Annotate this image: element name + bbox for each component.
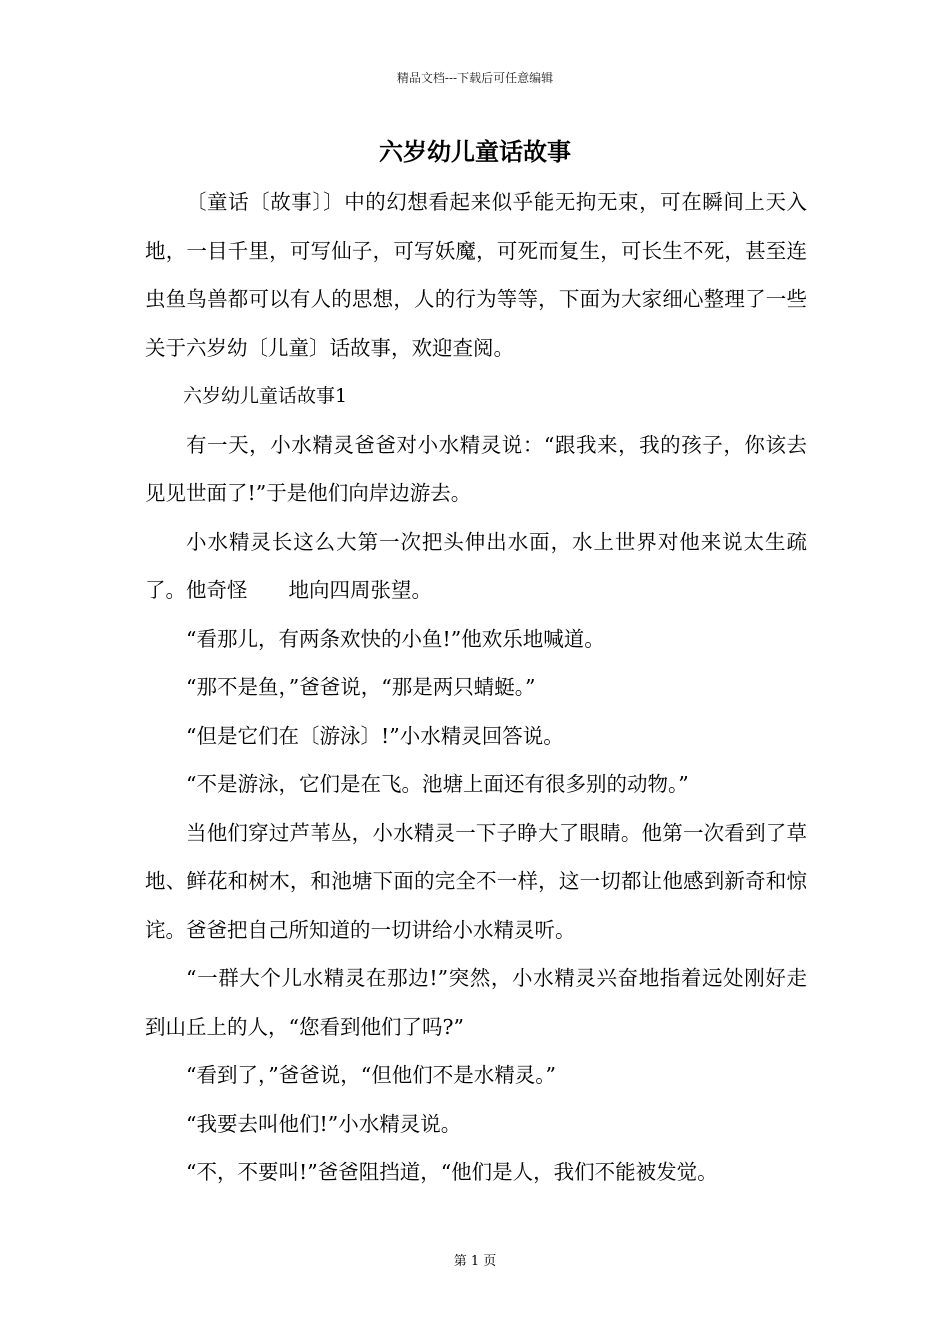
paragraph: “但是它们在〔游泳〕!”小水精灵回答说。 — [186, 723, 564, 748]
paragraph: “我要去叫他们!”小水精灵说。 — [186, 1111, 462, 1136]
section-heading: 六岁幼儿童话故事1 — [183, 385, 348, 407]
paragraph: “一群大个儿水精灵在那边!”突然，小水精灵兴奋地指着远处刚好走到山丘上的人，“您看到他们了吗?” — [145, 966, 807, 1039]
paragraph: “不，不要叫!”爸爸阻挡道，“他们是人，我们不能被发觉。 — [186, 1160, 718, 1184]
page-number: 第 1 页 — [453, 1254, 497, 1269]
paragraph: 小水精灵长这么大第一次把头伸出水面，水上世界对他来说太生疏了。他奇怪 地向四周张望。 — [145, 529, 807, 602]
paragraph: 当他们穿过芦苇丛，小水精灵一下子睁大了眼睛。他第一次看到了草地、鲜花和树木，和池塘下面的完全不一样，这一切都让他感到新奇和惊诧。爸爸把自己所知道的一切讲给小水精灵听。 — [145, 820, 807, 942]
page-header: 精品文档---下载后可任意编辑 — [396, 71, 554, 85]
paragraph: “不是游泳，它们是在飞。池塘上面还有很多别的动物。” — [186, 772, 689, 796]
paragraph: “看那儿，有两条欢快的小鱼!”他欢乐地喊道。 — [186, 626, 605, 651]
document-body — [145, 178, 807, 1197]
paragraph: “看到了，”爸爸说，“但他们不是水精灵。” — [186, 1063, 556, 1087]
paragraph-intro: 〔童话〔故事〕〕中的幻想看起来似乎能无拘无束，可在瞬间上天入地，一目千里，可写仙子，可写妖魔，可死而复生，可长生不死，甚至连虫鱼鸟兽都可以有人的思想，人的行为等等，下面为大家细心整理了一些关于六岁幼〔儿童〕话故事，欢迎查阅。 — [145, 190, 807, 360]
document-title: 六岁幼儿童话故事 — [379, 137, 571, 166]
paragraph: “那不是鱼，”爸爸说，“那是两只蜻蜓。” — [186, 675, 536, 699]
paragraph: 有一天，小水精灵爸爸对小水精灵说：“跟我来，我的孩子，你该去见见世面了!”于是他们向岸边游去。 — [145, 432, 807, 505]
